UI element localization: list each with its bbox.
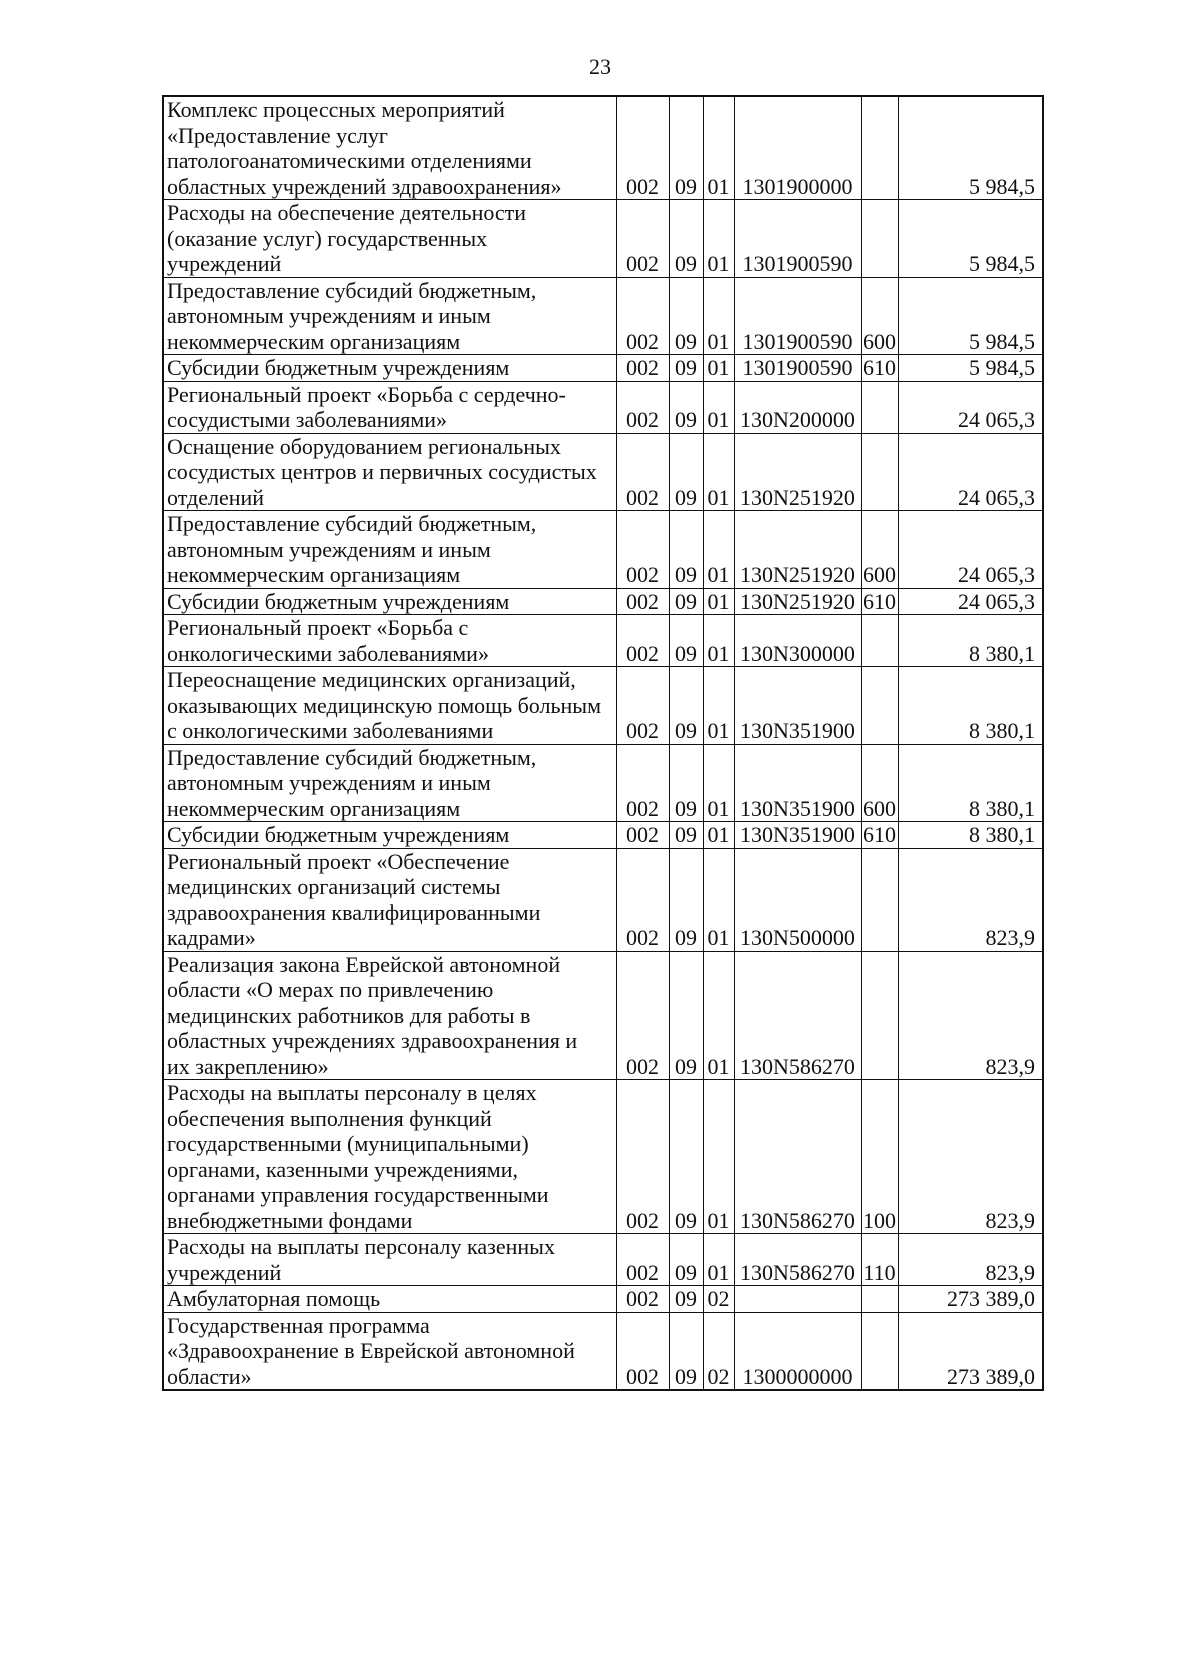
section-code: 09: [669, 1286, 703, 1313]
row-description: Субсидии бюджетным учреждениям: [163, 355, 616, 382]
amount: 8 380,1: [898, 744, 1043, 822]
amount: 823,9: [898, 951, 1043, 1080]
table-row: [163, 1080, 1043, 1234]
subsection-code: 01: [703, 1234, 734, 1286]
target-article-code: 1301900590: [734, 277, 861, 355]
expense-type-code: 600: [861, 511, 898, 589]
amount: 273 389,0: [898, 1312, 1043, 1390]
row-description: Предоставление субсидий бюджетным, автономным учреждениям и иным некоммерческим организациям: [163, 744, 616, 822]
section-code: 09: [669, 1234, 703, 1286]
row-description: Переоснащение медицинских организаций, оказывающих медицинскую помощь больным с онкологическими заболеваниями: [163, 667, 616, 745]
amount: 5 984,5: [898, 96, 1043, 200]
target-article-code: 130N500000: [734, 848, 861, 951]
amount: 273 389,0: [898, 1286, 1043, 1313]
row-description: Расходы на обеспечение деятельности (оказание услуг) государственных учреждений: [163, 200, 616, 278]
ministry-code: 002: [616, 822, 669, 849]
section-code: 09: [669, 822, 703, 849]
expense-type-code: [861, 1312, 898, 1390]
amount: 8 380,1: [898, 667, 1043, 745]
subsection-code: 01: [703, 355, 734, 382]
row-description: Государственная программа «Здравоохранение в Еврейской автономной области»: [163, 1312, 616, 1390]
target-article-code: 130N351900: [734, 744, 861, 822]
target-article-code: 130N586270: [734, 951, 861, 1080]
section-code: 09: [669, 277, 703, 355]
amount: 5 984,5: [898, 277, 1043, 355]
target-article-code: 130N251920: [734, 511, 861, 589]
section-code: 09: [669, 588, 703, 615]
ministry-code: 002: [616, 277, 669, 355]
ministry-code: 002: [616, 96, 669, 200]
amount: 24 065,3: [898, 433, 1043, 511]
amount: 8 380,1: [898, 822, 1043, 849]
target-article-code: 1301900000: [734, 96, 861, 200]
ministry-code: 002: [616, 615, 669, 667]
ministry-code: 002: [616, 667, 669, 745]
table-row: [163, 277, 1043, 355]
section-code: 09: [669, 433, 703, 511]
expense-type-code: [861, 951, 898, 1080]
target-article-code: 130N351900: [734, 667, 861, 745]
table-row: [163, 588, 1043, 615]
table-row: [163, 1312, 1043, 1390]
table-row: [163, 822, 1043, 849]
target-article-code: 130N586270: [734, 1234, 861, 1286]
row-description: Расходы на выплаты персоналу казенных учреждений: [163, 1234, 616, 1286]
subsection-code: 01: [703, 381, 734, 433]
subsection-code: 01: [703, 588, 734, 615]
target-article-code: 130N351900: [734, 822, 861, 849]
subsection-code: 01: [703, 848, 734, 951]
amount: 823,9: [898, 1234, 1043, 1286]
row-description: Предоставление субсидий бюджетным, автономным учреждениям и иным некоммерческим организациям: [163, 277, 616, 355]
section-code: 09: [669, 200, 703, 278]
row-description: Оснащение оборудованием региональных сосудистых центров и первичных сосудистых отделений: [163, 433, 616, 511]
expense-type-code: [861, 381, 898, 433]
section-code: 09: [669, 381, 703, 433]
target-article-code: 130N300000: [734, 615, 861, 667]
row-description: Региональный проект «Борьба с сердечно- сосудистыми заболеваниями»: [163, 381, 616, 433]
subsection-code: 01: [703, 615, 734, 667]
row-description: Региональный проект «Обеспечение медицинских организаций системы здравоохранения квалифицированными кадрами»: [163, 848, 616, 951]
table-row: [163, 355, 1043, 382]
subsection-code: 01: [703, 433, 734, 511]
ministry-code: 002: [616, 433, 669, 511]
target-article-code: 130N251920: [734, 588, 861, 615]
section-code: 09: [669, 615, 703, 667]
expense-type-code: 110: [861, 1234, 898, 1286]
expense-type-code: [861, 848, 898, 951]
subsection-code: 01: [703, 277, 734, 355]
table-row: [163, 1286, 1043, 1313]
expense-type-code: 600: [861, 277, 898, 355]
subsection-code: 01: [703, 96, 734, 200]
table-row: [163, 848, 1043, 951]
table-row: [163, 511, 1043, 589]
row-description: Амбулаторная помощь: [163, 1286, 616, 1313]
target-article-code: [734, 1286, 861, 1313]
expense-type-code: [861, 615, 898, 667]
section-code: 09: [669, 1312, 703, 1390]
row-description: Реализация закона Еврейской автономной области «О мерах по привлечению медицинских работников для работы в областных учреждениях здравоохранения и их закреплению»: [163, 951, 616, 1080]
ministry-code: 002: [616, 381, 669, 433]
ministry-code: 002: [616, 1080, 669, 1234]
section-code: 09: [669, 848, 703, 951]
table-row: [163, 1234, 1043, 1286]
target-article-code: 130N200000: [734, 381, 861, 433]
row-description: Расходы на выплаты персоналу в целях обеспечения выполнения функций государственными (муниципальными) органами, казенными учреждениями, органами управления государственными внебюджетными фондами: [163, 1080, 616, 1234]
target-article-code: 130N251920: [734, 433, 861, 511]
ministry-code: 002: [616, 1234, 669, 1286]
table-row: [163, 433, 1043, 511]
amount: 24 065,3: [898, 381, 1043, 433]
budget-table: [162, 95, 1044, 1391]
subsection-code: 01: [703, 822, 734, 849]
section-code: 09: [669, 744, 703, 822]
section-code: 09: [669, 511, 703, 589]
ministry-code: 002: [616, 951, 669, 1080]
section-code: 09: [669, 951, 703, 1080]
row-description: Региональный проект «Борьба с онкологическими заболеваниями»: [163, 615, 616, 667]
subsection-code: 02: [703, 1312, 734, 1390]
ministry-code: 002: [616, 1286, 669, 1313]
amount: 24 065,3: [898, 588, 1043, 615]
expense-type-code: 600: [861, 744, 898, 822]
table-row: [163, 615, 1043, 667]
table-row: [163, 667, 1043, 745]
subsection-code: 01: [703, 200, 734, 278]
table-row: [163, 200, 1043, 278]
target-article-code: 1300000000: [734, 1312, 861, 1390]
table-row: [163, 381, 1043, 433]
subsection-code: 01: [703, 667, 734, 745]
expense-type-code: [861, 667, 898, 745]
section-code: 09: [669, 355, 703, 382]
target-article-code: 1301900590: [734, 355, 861, 382]
subsection-code: 01: [703, 1080, 734, 1234]
amount: 5 984,5: [898, 200, 1043, 278]
row-description: Предоставление субсидий бюджетным, автономным учреждениям и иным некоммерческим организациям: [163, 511, 616, 589]
expense-type-code: 610: [863, 822, 896, 847]
expense-type-code: 610: [863, 355, 896, 380]
amount: 823,9: [898, 848, 1043, 951]
ministry-code: 002: [616, 200, 669, 278]
expense-type-code: [861, 200, 898, 278]
subsection-code: 01: [703, 511, 734, 589]
table-row: [163, 744, 1043, 822]
row-description: Субсидии бюджетным учреждениям: [163, 588, 616, 615]
expense-type-code: 610: [863, 588, 896, 614]
table-row: [163, 951, 1043, 1080]
subsection-code: 02: [703, 1286, 734, 1313]
expense-type-code: 100: [861, 1080, 898, 1234]
ministry-code: 002: [616, 355, 669, 382]
amount: 823,9: [898, 1080, 1043, 1234]
ministry-code: 002: [616, 1312, 669, 1390]
amount: 5 984,5: [898, 355, 1043, 382]
budget-table-container: [162, 95, 1042, 1391]
ministry-code: 002: [616, 588, 669, 615]
ministry-code: 002: [616, 511, 669, 589]
subsection-code: 01: [703, 744, 734, 822]
amount: 24 065,3: [898, 511, 1043, 589]
target-article-code: 1301900590: [734, 200, 861, 278]
section-code: 09: [669, 667, 703, 745]
expense-type-code: [861, 96, 898, 200]
amount: 8 380,1: [898, 615, 1043, 667]
ministry-code: 002: [616, 848, 669, 951]
section-code: 09: [669, 96, 703, 200]
ministry-code: 002: [616, 744, 669, 822]
budget-table-body: [163, 96, 1043, 1390]
subsection-code: 01: [703, 951, 734, 1080]
expense-type-code: [861, 433, 898, 511]
target-article-code: 130N586270: [734, 1080, 861, 1234]
section-code: 09: [669, 1080, 703, 1234]
row-description: Комплекс процессных мероприятий «Предоставление услуг патологоанатомическими отделениями областных учреждений здравоохранения»: [163, 96, 616, 200]
row-description: Субсидии бюджетным учреждениям: [163, 822, 616, 849]
table-row: [163, 96, 1043, 200]
page-number: 23: [589, 54, 611, 79]
expense-type-code: [861, 1286, 898, 1313]
